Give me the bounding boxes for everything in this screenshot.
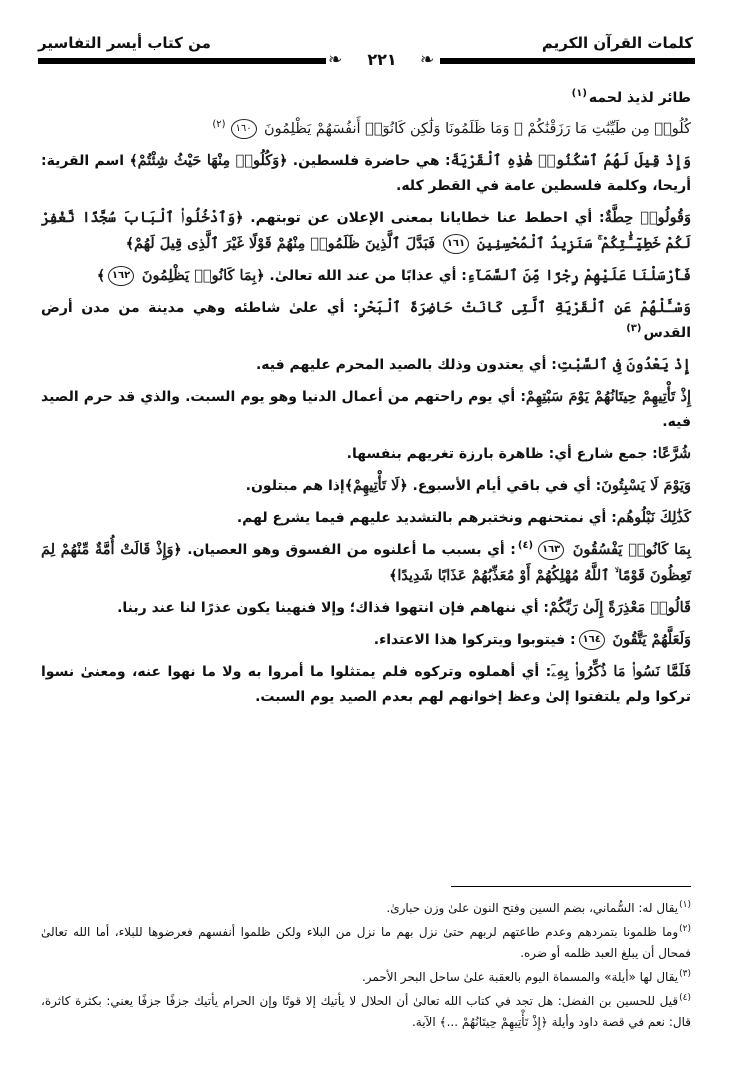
paragraph-6: وَسْـَٔلْهُمْ عَنِ ٱلْقَرْيَةِ ٱلَّتِى كَانَتْ حَاضِرَةَ ٱلْبَحْرِ: أي علىٰ شاطئه وهي مدينة من مدن أرض القدس$^{(٣)}$ (41, 299, 691, 341)
ornament-left: ❧ (328, 50, 343, 70)
paragraph-15: فَلَمَّا نَسُوا۟ مَا ذُكِّرُوا۟ بِهِۦٓ: أي أهملوه وتركوه فلم يمتثلوا ما أمروا به ولا ما نهوا عنه، ومعنىٰ نسوا تركوا ولم يلتفتوا إلىٰ وعظ إخوانهم لهم بعدم الصيد يوم السبت. (41, 663, 691, 705)
quran-text: وَلَعَلَّهُمْ يَتَّقُونَ (612, 631, 691, 648)
quran-text: بِمَا كَانُوا۟ يَفْسُقُونَ (572, 541, 692, 558)
quran-text: كَذَٰلِكَ نَبْلُوهُم (616, 509, 691, 526)
quran-text: قَالُوا۟ مَعْذِرَةً إِلَىٰ رَبِّكُمْ (548, 599, 691, 616)
footnote-ref-2[interactable]: (٢) (212, 119, 226, 131)
paragraph-4: وَقُولُوا۟ حِطَّةٌ: أي احطط عنا خطايانا بمعنى الإعلان عن توبتهم. ﴿وَٱدْخُلُوا۟ ٱلْبَابَ سُجَّدًا نَّغْفِرْ لَكُمْ خَطِيٓـَٰٔتِكُمْ ۚ سَنَزِيدُ ٱلْمُحْسِنِينَ ١٦١ فَبَدَّلَ ٱلَّذِينَ ظَلَمُوا۟ مِنْهُمْ قَوْلًا غَيْرَ ٱلَّذِى قِيلَ لَهُمْ﴾ (41, 209, 691, 252)
quran-text: وَيَوْمَ لَا يَسْبِتُونَ (601, 477, 691, 494)
quran-text: وَٱدْخُلُوا۟ ٱلْبَابَ سُجَّدًا نَّغْفِرْ لَكُمْ خَطِيٓـَٰٔتِكُمْ ۚ سَنَزِيدُ ٱلْمُحْسِنِينَ (41, 209, 691, 252)
paragraph-1: طائر لذيذ لحمه$^{(١)}$ (571, 88, 691, 106)
quran-text: شُرَّعًا (657, 445, 691, 462)
ayah-marker: ١٦٠ (231, 119, 257, 139)
footnote-separator (451, 886, 691, 887)
paragraph-11: كَذَٰلِكَ نَبْلُوهُم: أي نمتحنهم ونختبرهم بالتشديد عليهم فيما يشرع لهم. (236, 509, 691, 526)
quran-text: فَأَرْسَلْنَا عَلَيْهِمْ رِجْزًا مِّنَ ٱلسَّمَآءِ (466, 267, 691, 284)
paragraph-14: وَلَعَلَّهُمْ يَتَّقُونَ ١٦٤: فيتوبوا ويتركوا هذا الاعتداء. (373, 631, 691, 648)
footnote-1: $^{(١)}$يقال له: السُّماني، بضم السين وفتح النون علىٰ وزن حبارىٰ. (386, 900, 691, 915)
quran-text: فَلَمَّا نَسُوا۟ مَا ذُكِّرُوا۟ بِهِۦٓ (551, 663, 691, 680)
quran-text: إِذْ يَعْدُونَ فِى ٱلسَّبْتِ (556, 356, 691, 373)
ayah-marker: ١٦٤ (579, 630, 605, 650)
ayah-marker: ١٦٢ (108, 266, 134, 286)
paragraph-13: قَالُوا۟ مَعْذِرَةً إِلَىٰ رَبِّكُمْ: أي ننهاهم فإن انتهوا فذاك؛ وإلا فنهينا يكون عذرًا لنا عند ربنا. (117, 599, 691, 616)
quran-text: إِذْ تَأْتِيهِمْ حِيتَانُهُمْ يَوْمَ سَبْتِهِمْ (525, 388, 691, 405)
page-number: ٢٢١ (367, 50, 397, 69)
footnote-ref-4[interactable]: (٤) (517, 540, 534, 552)
paragraph-3: وَإِذْ قِيلَ لَهُمُ ٱسْكُنُوا۟ هَٰذِهِ ٱلْقَرْيَةَ: هي حاضرة فلسطين. ﴿وَكُلُوا۟ مِنْهَا حَيْثُ شِئْتُمْ﴾ اسم القرية: أريحا، وكلمة فلسطين عامة في القطر كله. (41, 152, 692, 194)
footnotes (41, 898, 691, 1036)
quran-text: لَا تَأْتِيهِمْ (352, 477, 400, 494)
paragraph-10: وَيَوْمَ لَا يَسْبِتُونَ: أي في باقي أيام الأسبوع. ﴿لَا تَأْتِيهِمْ﴾إذا هم مبتلون. (245, 477, 691, 494)
quran-text: وَإِذْ قَالَتْ أُمَّةٌ مِّنْهُمْ لِمَ تَعِظُونَ قَوْمًا ۙ ٱللَّهُ مُهْلِكُهُمْ أَوْ مُعَذِّبُهُمْ عَذَابًا شَدِيدًا (41, 541, 691, 584)
quran-text: كُلُوا۟ مِن طَيِّبَٰتِ مَا رَزَقْنَٰكُمْ ۚ وَمَا ظَلَمُونَا وَلَٰكِن كَانُوٓا۟ أَنفُسَهُمْ يَظْلِمُونَ (264, 121, 691, 137)
book-title: كلمات القرآن الكريم (541, 34, 693, 52)
quran-text: وَكُلُوا۟ مِنْهَا حَيْثُ شِئْتُمْ (137, 152, 280, 169)
paragraph-7: إِذْ يَعْدُونَ فِى ٱلسَّبْتِ: أي يعتدون وذلك بالصيد المحرم عليهم فيه. (255, 356, 691, 373)
paragraph-9: شُرَّعًا: جمع شارع أي: ظاهرة بارزة تغريهم بنفسها. (346, 445, 691, 462)
footnote-ref-3[interactable]: (٣) (626, 323, 642, 335)
ayah-marker: ١٦٣ (538, 540, 564, 560)
quran-text: وَقُولُوا۟ حِطَّةٌ (604, 209, 691, 226)
source-title: من كتاب أيسر التفاسير (38, 34, 211, 52)
paragraph-2 (41, 117, 691, 142)
quran-text: فَبَدَّلَ ٱلَّذِينَ ظَلَمُوا۟ مِنْهُمْ قَوْلًا غَيْرَ ٱلَّذِى قِيلَ لَهُمْ (133, 235, 436, 252)
paragraph-8: إِذْ تَأْتِيهِمْ حِيتَانُهُمْ يَوْمَ سَبْتِهِمْ: أي يوم راحتهم من أعمال الدنيا وهو يوم السبت. والذي قد حرم الصيد فيه. (41, 388, 691, 430)
main-text (41, 86, 691, 716)
paragraph-5: فَأَرْسَلْنَا عَلَيْهِمْ رِجْزًا مِّنَ ٱلسَّمَآءِ: أي عذابًا من عند الله تعالىٰ. ﴿بِمَا كَانُوا۟ يَظْلِمُونَ ١٦٢﴾ (96, 267, 691, 284)
ornament-right: ❧ (420, 50, 435, 70)
quran-text: وَإِذْ قِيلَ لَهُمُ ٱسْكُنُوا۟ هَٰذِهِ ٱلْقَرْيَةَ (450, 152, 692, 169)
footnote-3: $^{(٣)}$يقال لها «أيلة» والمسماة اليوم بالعقبة علىٰ ساحل البحر الأحمر. (361, 969, 691, 984)
quran-text: بِمَا كَانُوا۟ يَظْلِمُونَ (141, 267, 257, 284)
ayah-marker: ١٦١ (443, 234, 469, 254)
footnote-2: $^{(٢)}$وما ظلمونا بتمردهم وعدم طاعتهم لربهم حتىٰ نزل بهم ما نزل من البلاء ولكن ظلموا أنفسهم فعرضوها للبلاء، أما الله تعالىٰ فمحال أن يبلغ العبد ظلمه أو ضره. (41, 924, 691, 960)
paragraph-12: بِمَا كَانُوا۟ يَفْسُقُونَ ١٦٣$^{(٤)}$: أي بسبب ما أعلنوه من الفسوق وهو العصيان. ﴿وَإِذْ قَالَتْ أُمَّةٌ مِّنْهُمْ لِمَ تَعِظُونَ قَوْمًا ۙ ٱللَّهُ مُهْلِكُهُمْ أَوْ مُعَذِّبُهُمْ عَذَابًا شَدِيدًا﴾ (41, 540, 692, 584)
header-rule-right (440, 58, 695, 64)
quran-text: وَسْـَٔلْهُمْ عَنِ ٱلْقَرْيَةِ ٱلَّتِى كَانَتْ حَاضِرَةَ ٱلْبَحْرِ (358, 299, 691, 316)
footnote-ref-1[interactable]: (١) (571, 88, 587, 100)
header-rule-left (38, 58, 326, 64)
footnote-4: $^{(٤)}$قيل للحسين بن الفضل: هل تجد في كتاب الله تعالىٰ أن الحلال لا يأتيك إلا قوتًا وإن الحرام يأتيك جزفًا جزفًا يعني: بكثرة كاثرة، قال: نعم في قصة داود وأيلة ﴿إِذْ تَأْتِيهِمْ حِيتَانُهُمْ ...﴾ الآية. (41, 993, 691, 1029)
